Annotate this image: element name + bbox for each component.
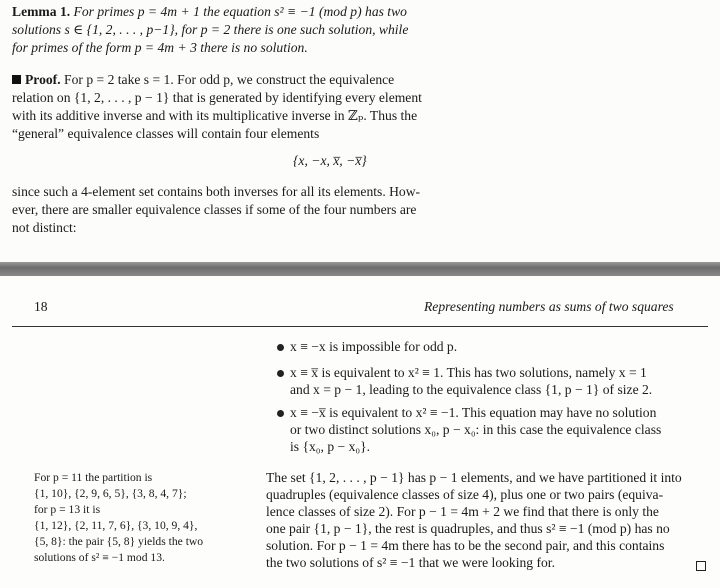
margin-note-line-1: For p = 11 the partition is	[34, 471, 153, 484]
lemma-line-2: solutions s ∈ {1, 2, . . . , p−1}, for p = 2 there is one such solution, while	[12, 22, 409, 37]
proof-label: Proof.	[25, 72, 61, 87]
proof-line-3: with its additive inverse and with its multiplicative inverse in ℤₚ. Thus the	[12, 108, 418, 123]
lemma-line-1	[12, 3, 407, 20]
conclusion-line-2: quadruples (equivalence classes of size 4), plus one or two pairs (equiva-	[266, 487, 664, 502]
page-number: 18	[34, 299, 48, 314]
display-formula: {x, −x, x̅, −x̅}	[293, 153, 367, 168]
conclusion-line-1: The set {1, 2, . . . , p − 1} has p − 1 elements, and we have partitioned it into	[266, 470, 682, 485]
bullet-icon	[277, 344, 284, 351]
qed-square-icon	[696, 561, 706, 571]
lemma-label: Lemma 1.	[12, 4, 71, 19]
lemma-text: For primes p = 4m + 1 the equation s² ≡ −1 (mod p) has two	[73, 4, 407, 19]
running-title: Representing numbers as sums of two squares	[424, 299, 674, 314]
proof-line-2: relation on {1, 2, . . . , p − 1} that is generated by identifying every element	[12, 90, 422, 105]
bullet-2-line-2: and x = p − 1, leading to the equivalence class {1, p − 1} of size 2.	[290, 382, 653, 397]
bullet-icon	[277, 370, 284, 377]
conclusion-line-4: one pair {1, p − 1}, the rest is quadruples, and thus s² ≡ −1 (mod p) has no	[266, 521, 670, 536]
proof-square-icon	[12, 75, 21, 84]
proof-text: For p = 2 take s = 1. For odd p, we construct the equivalence	[64, 72, 395, 87]
bullet-3-line-1: x ≡ −x̅ is equivalent to x² ≡ −1. This equation may have no solution	[290, 405, 657, 420]
conclusion-line-3: lence classes of size 2). For p − 1 = 4m + 2 we find that there is only the	[266, 504, 659, 519]
proof-line-5: since such a 4-element set contains both inverses for all its elements. How-	[12, 184, 421, 199]
bullet-2-line-1: x ≡ x̅ is equivalent to x² ≡ 1. This has two solutions, namely x = 1	[290, 365, 647, 380]
bullet-1-line-1: x ≡ −x is impossible for odd p.	[290, 339, 458, 354]
bullet-icon	[277, 410, 284, 417]
conclusion-line-6: the two solutions of s² ≡ −1 that we were looking for.	[266, 555, 555, 570]
margin-note-line-3: for p = 13 it is	[34, 503, 101, 516]
margin-note-line-5: {5, 8}: the pair {5, 8} yields the two	[34, 535, 204, 548]
margin-note-line-2: {1, 10}, {2, 9, 6, 5}, {3, 8, 4, 7};	[34, 487, 187, 500]
proof-line-6: ever, there are smaller equivalence classes if some of the four numbers are	[12, 202, 417, 217]
proof-line-7: not distinct:	[12, 220, 77, 235]
bullet-3-line-3: is {x₀, p − x₀}.	[290, 439, 371, 454]
margin-note-line-6: solutions of s² ≡ −1 mod 13.	[34, 551, 165, 564]
bullet-3-line-2: or two distinct solutions x₀, p − x₀: in this case the equivalence class	[290, 422, 662, 437]
page-divider	[0, 262, 720, 276]
margin-note-line-4: {1, 12}, {2, 11, 7, 6}, {3, 10, 9, 4},	[34, 519, 198, 532]
proof-line-1	[12, 71, 394, 88]
proof-line-4: “general” equivalence classes will contain four elements	[12, 126, 320, 141]
header-rule	[12, 326, 708, 327]
lemma-line-3: for primes of the form p = 4m + 3 there is no solution.	[12, 40, 308, 55]
conclusion-line-5: solution. For p − 1 = 4m there has to be the second pair, and this contains	[266, 538, 665, 553]
